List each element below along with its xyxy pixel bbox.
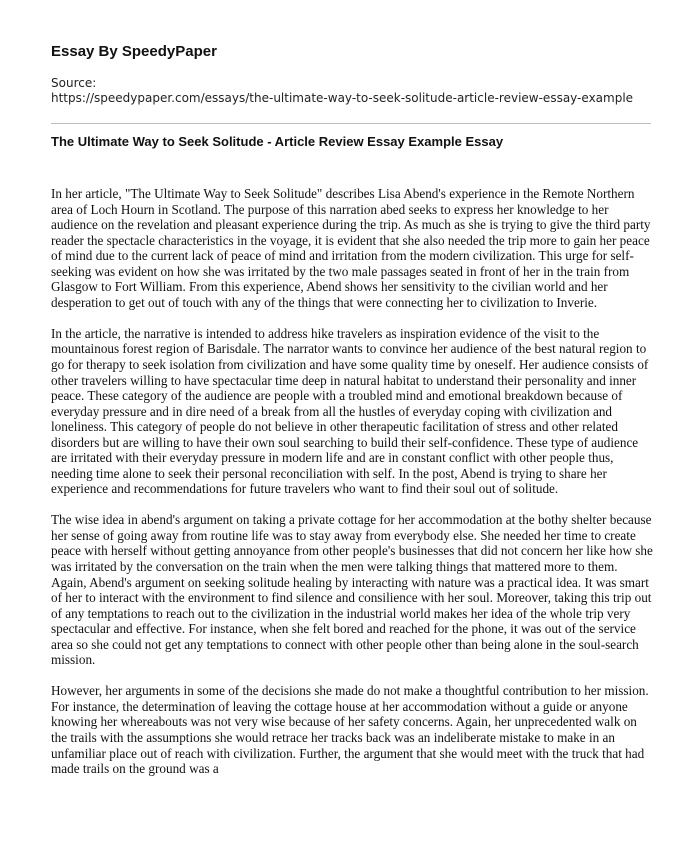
- source-label: Source:: [51, 76, 97, 90]
- essay-paragraph: The wise idea in abend's argument on taking a private cottage for her accommodation at the bothy shelter because her sense of going away from routine life was to stay away from everybody else. She needed her time to create peace with herself without getting annoyance from other people's businesses that did not concern her like how she was irritated by the conversation on the train when the men were talking things that mattered more to them. Again, Abend's argument on seeking solitude healing by interacting with nature was a practical idea. It was smart of her to interact with the environment to find silence and consilience with her soul. Moreover, taking this trip out of any temptations to reach out to the civilization in the industrial world makes her idea of the whole trip very spectacular and effective. For instance, when she felt bored and reached for the phone, it was out of the service area so she could not get any temptations to connect with other people other than being alone in the soul-search mission.: [51, 512, 653, 668]
- essay-body: [51, 186, 655, 792]
- essay-paragraph: However, her arguments in some of the decisions she made do not make a thoughtful contribution to her mission. For instance, the determination of leaving the cottage house at her accommodation without a guide or anyone knowing her whereabouts was not very wise because of her safety concerns. Again, her unprecedented walk on the trails with the assumptions she would retrace her tracks back was an indeliberate mistake to make in an unfamiliar place out of reach with civilization. Further, the argument that she would meet with the truck that had made trails on the ground was a: [51, 683, 649, 777]
- header-divider: [51, 123, 651, 124]
- essay-paragraph: In her article, "The Ultimate Way to Seek Solitude" describes Lisa Abend's experience in the Remote Northern area of Loch Hourn in Scotland. The purpose of this narration abed seeks to express her knowledge to her audience on the revelation and pleasant experience during the trip. As much as she is trying to give the third party reader the spectacle characteristics in the voyage, it is evident that she also needed the trip more to gain her peace of mind due to the current lack of peace of mind and irritation from the modern civilization. This urge for self-seeking was evident on how she was irritated by the two male passages seated in front of her in the train from Glasgow to Fort William. From this experience, Abend shows her sensitivity to the civilian world and her desperation to get out of touch with any of the things that were connecting her to civilization to Inverie.: [51, 186, 651, 310]
- essay-paragraph: In the article, the narrative is intended to address hike travelers as inspiration evidence of the visit to the mountainous forest region of Barisdale. The narrator wants to convince her audience of the best natural region to go for therapy to seek isolation from civilization and have some quality time by oneself. Her audience consists of other travelers willing to have spectacular time deep in natural habitat to understand their personality and inner peace. These category of the audience are people with a troubled mind and emotional breakdown because of everyday pressure and in dire need of a break from all the hustles of everyday coping with civilization and loneliness. This category of people do not believe in other therapeutic facilitation of stress and other related disorders but are willing to have their own soul searching to build their self-confidence. These type of audience are irritated with their everyday pressure in modern life and are in constant conflict with other people thus, needing time alone to seek their personal reconciliation with self. In the post, Abend is trying to share her experience and recommendations for future travelers who want to find their soul out of solitude.: [51, 325, 649, 497]
- site-title: Essay By SpeedyPaper: [51, 43, 217, 60]
- essay-title: The Ultimate Way to Seek Solitude - Article Review Essay Example Essay: [51, 134, 504, 149]
- source-url: https://speedypaper.com/essays/the-ultimate-way-to-seek-solitude-article-review-essay-example: [51, 91, 634, 105]
